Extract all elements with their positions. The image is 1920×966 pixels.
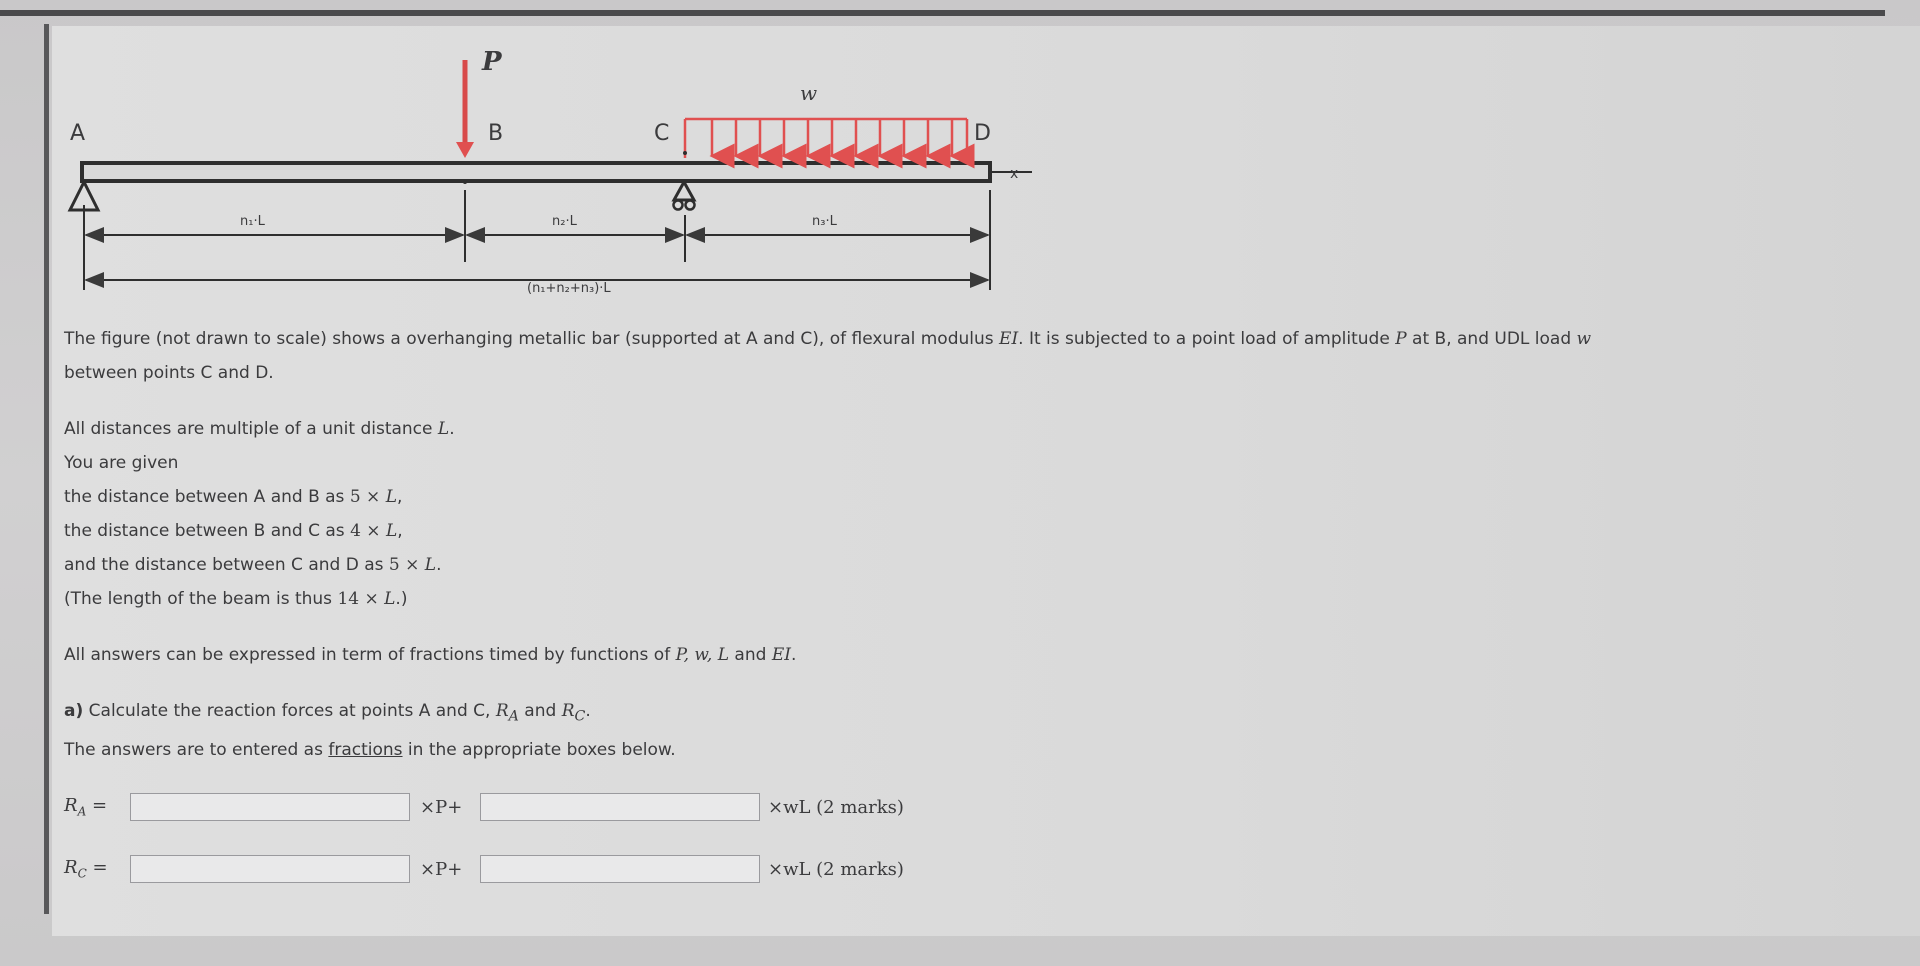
question-content — [64, 322, 1864, 767]
ra-suffix: ×wL (2 marks) — [768, 796, 904, 818]
question-a: a) Calculate the reaction forces at points A and C, $R_A$ and $R_C$. The answers are to entered as fractions in the appropriate boxes below. — [64, 701, 676, 761]
window-top-border — [0, 10, 1885, 16]
point-d-label: D — [974, 121, 991, 146]
load-p-label: P — [482, 47, 502, 77]
answer-row-ra — [64, 790, 904, 824]
dim-total-label: (n₁+n₂+n₃)·L — [527, 281, 611, 296]
given-block: All distances are multiple of a unit distance L. You are given the distance between A and B as 5 × L, the distance between B and C as 4 × L, and the distance between C and D as 5 × L. (The length of the beam is thus 14 × L.) — [64, 419, 455, 609]
dim-n2-label: n₂·L — [552, 214, 577, 229]
ra-wl-coefficient-input[interactable] — [480, 793, 760, 821]
rc-label: $R_C$ = — [64, 857, 108, 881]
answer-row-rc — [64, 852, 904, 886]
ra-times-p: ×P+ — [420, 796, 463, 818]
support-c-roller — [674, 182, 695, 210]
dim-n1-label: n₁·L — [240, 214, 265, 229]
beam-bar — [82, 163, 990, 181]
rc-suffix: ×wL (2 marks) — [768, 858, 904, 880]
ra-p-coefficient-input[interactable] — [130, 793, 410, 821]
point-b-label: B — [488, 121, 504, 146]
fractions-link[interactable]: fractions — [328, 740, 403, 761]
fractions-note: All answers can be expressed in term of fractions timed by functions of P, w, L and EI. — [64, 645, 797, 665]
ra-label: $R_A$ = — [64, 795, 108, 819]
point-a-label: A — [70, 121, 86, 146]
x-axis-label: x — [1010, 166, 1019, 182]
rc-p-coefficient-input[interactable] — [130, 855, 410, 883]
load-w-label: w — [800, 81, 818, 105]
udl-load — [685, 119, 967, 158]
left-sidebar-border — [44, 24, 49, 914]
point-c-label: C — [654, 121, 670, 146]
dim-n3-label: n₃·L — [812, 214, 837, 229]
point-load-arrow — [456, 60, 474, 158]
beam-figure — [52, 30, 1032, 330]
rc-times-p: ×P+ — [420, 858, 463, 880]
rc-wl-coefficient-input[interactable] — [480, 855, 760, 883]
intro-paragraph: The figure (not drawn to scale) shows a overhanging metallic bar (supported at A and C), of flexural modulus EI. It is subjected to a point load of amplitude P at B, and UDL load w between points C and D. — [64, 329, 1592, 383]
dimension-lines — [84, 190, 990, 290]
